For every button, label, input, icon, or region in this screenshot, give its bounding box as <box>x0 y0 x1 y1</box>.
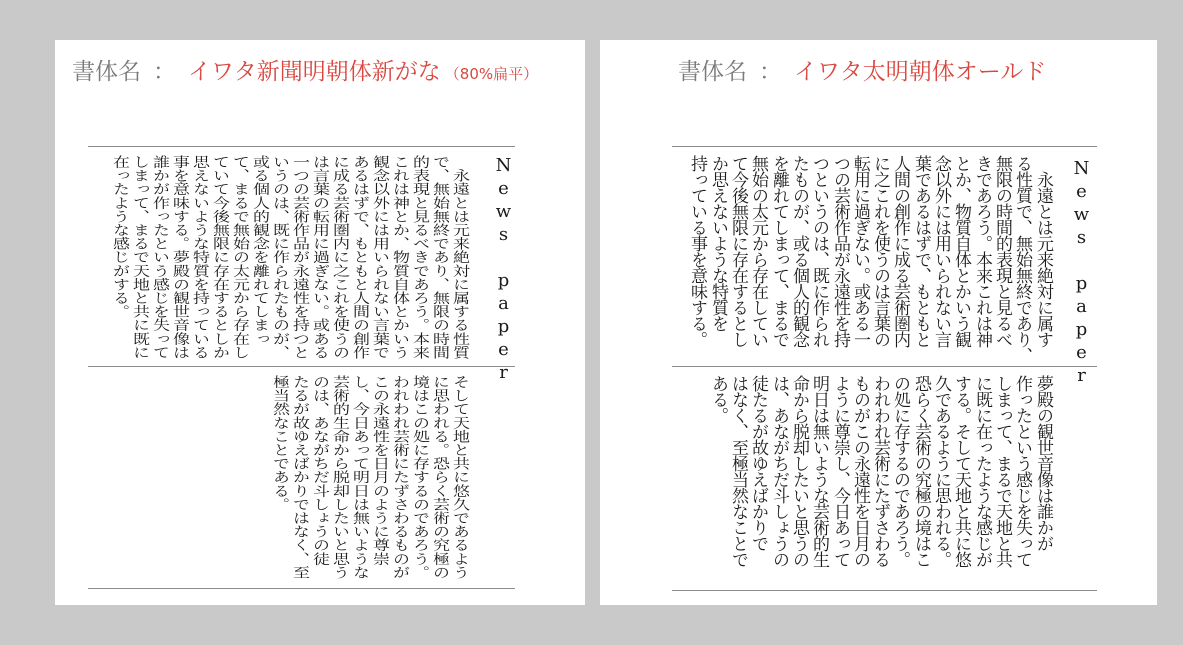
text-column: つというのは、既に作られ <box>809 155 829 347</box>
text-column: 念以外には用いられない言 <box>931 155 951 347</box>
text-column: か思えないような特質を <box>708 155 728 331</box>
text-column: いうのは、既に作られたものが、 <box>269 155 289 359</box>
text-column: 久であるように思われる。 <box>931 375 951 567</box>
text-column: 事を意味する。夢殿の観世音像は <box>169 155 189 359</box>
text-column: は、あながちだ斗しょうの <box>769 375 789 567</box>
text-column: 人間の創作に成る芸術圏内 <box>890 155 910 347</box>
text-column: 永遠とは元来絶対に属する性質 <box>449 155 469 359</box>
text-column: て今後無限に存在するとし <box>728 155 748 347</box>
text-column: 作ったという感じを失って <box>1012 375 1032 567</box>
text-column: ものがこの永遠性を日月の <box>850 375 870 567</box>
text-column: に之これを使うのは言葉の <box>870 155 890 347</box>
text-column: て、まるで無始の太元から存在し <box>229 155 249 359</box>
text-column: 葉であるはずで、もともと <box>911 155 931 347</box>
text-column: われわれ芸術にたずさわるものが <box>389 375 409 579</box>
text-column: 転用に過ぎない。或ある一 <box>850 155 870 347</box>
sample-heading: News paper <box>1071 158 1092 388</box>
text-column: この永遠性を日月のように尊崇 <box>369 375 389 566</box>
text-column: とか、物質自体とかいう観 <box>951 155 971 347</box>
rule-line-bottom <box>88 588 515 589</box>
text-column: そして天地と共に悠久であるよう <box>449 375 469 579</box>
rule-line-middle <box>672 366 1097 367</box>
text-column: 永遠とは元来絶対に属す <box>1033 155 1053 347</box>
text-column: 明日は無いような芸術的生 <box>809 375 829 567</box>
font-note: （80%扁平） <box>444 65 539 83</box>
text-column: を離れてしまって、まるで <box>769 155 789 347</box>
text-column: 無始の太元から存在してい <box>748 155 768 347</box>
text-column: しまって、まるで天地と共 <box>992 375 1012 567</box>
text-column: の処に存するのであろう。 <box>890 375 910 567</box>
text-column: 命から脱却したいと思うの <box>789 375 809 567</box>
text-column: ように尊崇し、今日あって <box>830 375 850 567</box>
text-column: これは神とか、物質自体とかいう <box>389 155 409 359</box>
sample-heading: News paper <box>493 155 514 385</box>
text-column: きであろう。本来これは神 <box>972 155 992 347</box>
text-column: はなく、至極当然なことで <box>728 375 748 567</box>
label-separator: ： <box>153 59 176 85</box>
text-column: たものが、或る個人的観念 <box>789 155 809 347</box>
font-label: 書体名 <box>678 59 747 85</box>
text-column: ある。 <box>708 375 728 423</box>
text-column: 的表現と見るべきであろう。本来 <box>409 155 429 359</box>
text-column: 極当然なことである。 <box>269 375 289 511</box>
text-column: のは、あながちだ斗しょうの徒 <box>309 375 329 566</box>
text-column: 夢殿の観世音像は誰かが <box>1033 375 1053 551</box>
text-column: に成る芸術圏内に之これを使うの <box>329 155 349 359</box>
text-column: 在ったような感じがする。 <box>109 155 129 319</box>
rule-line-middle <box>88 366 515 367</box>
text-column: たるが故ゆえばかりではなく、至 <box>289 375 309 579</box>
text-column: 誰かが作ったという感じを失って <box>149 155 169 359</box>
text-column: で、無始無終であり、無限の時間 <box>429 155 449 359</box>
text-column: 一つの芸術作品が永遠性を持つと <box>289 155 309 359</box>
text-column: 徒たるが故ゆえばかりで <box>748 375 768 551</box>
text-column: は言葉の転用に過ぎない。或ある <box>309 155 329 359</box>
text-column: 芸術的生命から脱却したいと思う <box>329 375 349 579</box>
text-column: あるはずで、もともと人間の創作 <box>349 155 369 359</box>
text-column: 観念以外には用いられない言葉で <box>369 155 389 359</box>
font-name: イワタ太明朝体オールド <box>794 59 1047 85</box>
font-label: 書体名 <box>72 59 141 85</box>
text-column: ていて今後無限に存在するとしか <box>209 155 229 359</box>
label-separator: ： <box>759 59 782 85</box>
text-column: に思われる。恐らく芸術の究極の <box>429 375 449 579</box>
text-column: 恐らく芸術の究極の境はこ <box>911 375 931 567</box>
text-column: し、今日あって明日は無いような <box>349 375 369 579</box>
text-column: 或る個人的観念を離れてしまっ <box>249 155 269 346</box>
text-column: る性質で、無始無終であり、 <box>1012 155 1032 363</box>
panel-header-right <box>678 56 1046 88</box>
rule-line-top <box>672 146 1097 147</box>
text-column: 無限の時間的表現と見るべ <box>992 155 1012 347</box>
panel-header-left <box>72 56 538 90</box>
text-column: に既に在ったような感じが <box>972 375 992 567</box>
text-column: 境はこの処に存するのであろう。 <box>409 375 429 579</box>
text-column: しまって、まるで天地と共に既に <box>129 155 149 359</box>
text-column: する。そして天地と共に悠 <box>951 375 971 567</box>
rule-line-top <box>88 146 515 147</box>
font-name: イワタ新聞明朝体新がな <box>188 59 441 85</box>
text-column: つの芸術作品が永遠性を持 <box>830 155 850 347</box>
text-column: 思えないような特質を持っている <box>189 155 209 359</box>
rule-line-bottom <box>672 590 1097 591</box>
text-column: 持っている事を意味する。 <box>687 155 707 347</box>
text-column: われわれ芸術にたずさわる <box>870 375 890 567</box>
